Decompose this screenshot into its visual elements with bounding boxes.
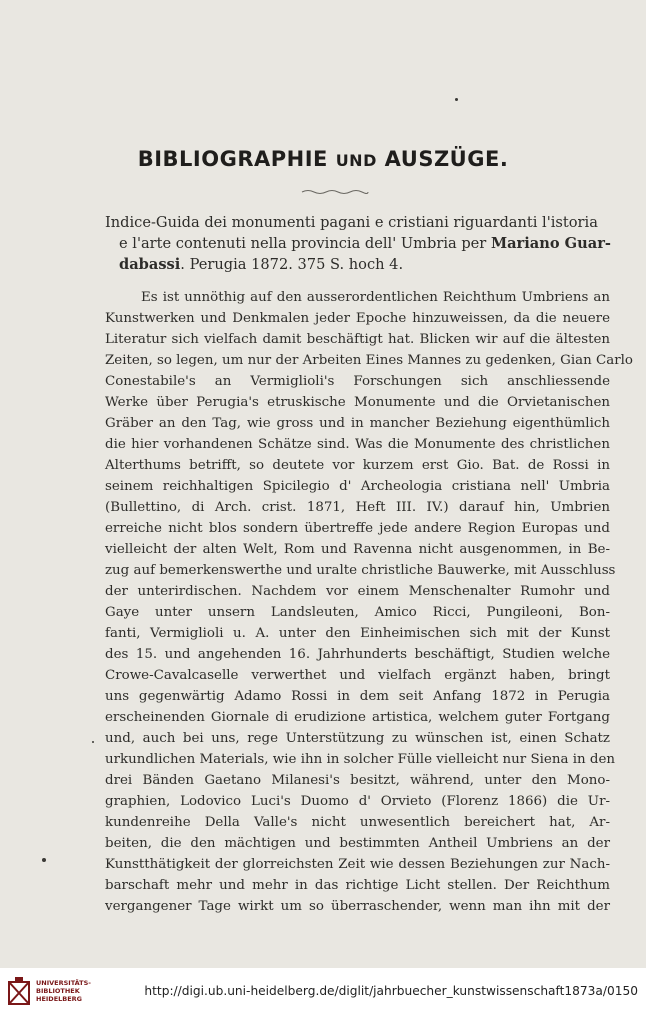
body-line: Gaye unter unsern Landsleuten, Amico Ricci, Pungileoni, Bon-: [105, 605, 610, 620]
ornament-divider: [300, 188, 370, 196]
entry-line-3: [105, 254, 610, 275]
body-line: beiten, die den mächtigen und bestimmten Antheil Umbriens an der: [105, 836, 610, 851]
library-name-line2: BIBLIOTHEK: [36, 987, 80, 995]
book-entry: [105, 212, 610, 275]
body-line: urkundlichen Materials, wie ihn in solcher Fülle vielleicht nur Siena in den: [105, 752, 615, 767]
body-line: fanti, Vermiglioli u. A. unter den Einheimischen sich mit der Kunst: [105, 626, 610, 641]
body-line: Conestabile's an Vermiglioli's Forschungen sich anschliessende: [105, 374, 610, 389]
body-line: die hier vorhandenen Schätze sind. Was die Monumente des christlichen: [105, 437, 610, 452]
entry-line-2-text: e l'arte contenuti nella provincia dell' Umbria per: [119, 235, 491, 252]
body-line: erscheinenden Giornale di erudizione artistica, welchem guter Fortgang: [105, 710, 610, 725]
body-line: Gräber an den Tag, wie gross und in mancher Beziehung eigenthümlich: [105, 416, 610, 431]
heading-main: BIBLIOGRAPHIE: [137, 147, 328, 171]
dust-speck: [42, 858, 46, 862]
body-line: vielleicht der alten Welt, Rom und Ravenna nicht ausgenommen, in Be-: [105, 542, 610, 557]
library-name-line1: UNIVERSITÄTS-: [36, 979, 91, 987]
dust-speck: [455, 98, 458, 101]
body-text: [105, 287, 633, 917]
body-line: Kunstthätigkeit der glorreichsten Zeit wie dessen Beziehungen zur Nach-: [105, 857, 610, 872]
library-name: [36, 979, 91, 1003]
body-line: des 15. und angehenden 16. Jahrhunderts beschäftigt, Studien welche: [105, 647, 610, 662]
body-line: kundenreihe Della Valle's nicht unwesentlich bereichert hat, Ar-: [105, 815, 610, 830]
body-line: seinem reichhaltigen Spicilegio d' Archeologia cristiana nell' Umbria: [105, 479, 610, 494]
body-line: drei Bänden Gaetano Milanesi's besitzt, während, unter den Mono-: [105, 773, 610, 788]
body-line: Werke über Perugia's etruskische Monumente und die Orvietanischen: [105, 395, 610, 410]
entry-author-first: Mariano Guar-: [490, 235, 611, 252]
body-line: erreiche nicht blos sondern übertreffe jede andere Region Europas und: [105, 521, 610, 536]
body-line: Literatur sich vielfach damit beschäftigt hat. Blicken wir auf die ältesten: [105, 332, 610, 347]
page-heading: [0, 147, 646, 171]
heading-und: UND: [335, 151, 377, 170]
body-line: uns gegenwärtig Adamo Rossi in dem seit Anfang 1872 in Perugia: [105, 689, 610, 704]
body-line: barschaft mehr und mehr in das richtige Licht stellen. Der Reichthum: [105, 878, 610, 893]
library-name-line3: HEIDELBERG: [36, 995, 83, 1003]
body-line: vergangener Tage wirkt um so überraschender, wenn man ihn mit der: [105, 899, 610, 914]
dust-speck: [92, 741, 94, 743]
body-line: Es ist unnöthig auf den ausserordentlichen Reichthum Umbriens an: [141, 290, 610, 305]
body-line: Kunstwerken und Denkmalen jeder Epoche hinzuweissen, da die neuere: [105, 311, 610, 326]
source-url-link[interactable]: http://digi.ub.uni-heidelberg.de/diglit/jahrbuecher_kunstwissenschaft1873a/0150: [144, 984, 638, 998]
body-line: graphien, Lodovico Luci's Duomo d' Orvieto (Florenz 1866) die Ur-: [105, 794, 610, 809]
heidelberg-logo-icon: [6, 976, 32, 1008]
heading-end: AUSZÜGE.: [384, 147, 509, 171]
entry-line-3-text: . Perugia 1872. 375 S. hoch 4.: [180, 256, 404, 273]
body-line: Crowe-Cavalcaselle verwerthet und vielfach ergänzt haben, bringt: [105, 668, 610, 683]
entry-author-last: dabassi: [119, 256, 181, 273]
body-line: (Bullettino, di Arch. crist. 1871, Heft III. IV.) darauf hin, Umbrien: [105, 500, 610, 515]
body-line: Zeiten, so legen, um nur der Arbeiten Eines Mannes zu gedenken, Gian Carlo: [105, 353, 633, 368]
bleed-through-text: [330, 55, 630, 195]
body-line: zug auf bemerkenswerthe und uralte christliche Bauwerke, mit Ausschluss: [105, 563, 616, 578]
entry-line-1: Indice-Guida dei monumenti pagani e cristiani riguardanti l'istoria: [105, 214, 598, 231]
entry-line-2: [105, 233, 610, 254]
body-line: und, auch bei uns, rege Unterstützung zu wünschen ist, einen Schatz: [105, 731, 610, 746]
body-line: Alterthums betrifft, so deutete vor kurzem erst Gio. Bat. de Rossi in: [105, 458, 610, 473]
footer-bar: [0, 968, 646, 1017]
body-line: der unterirdischen. Nachdem vor einem Menschenalter Rumohr und: [105, 584, 610, 599]
